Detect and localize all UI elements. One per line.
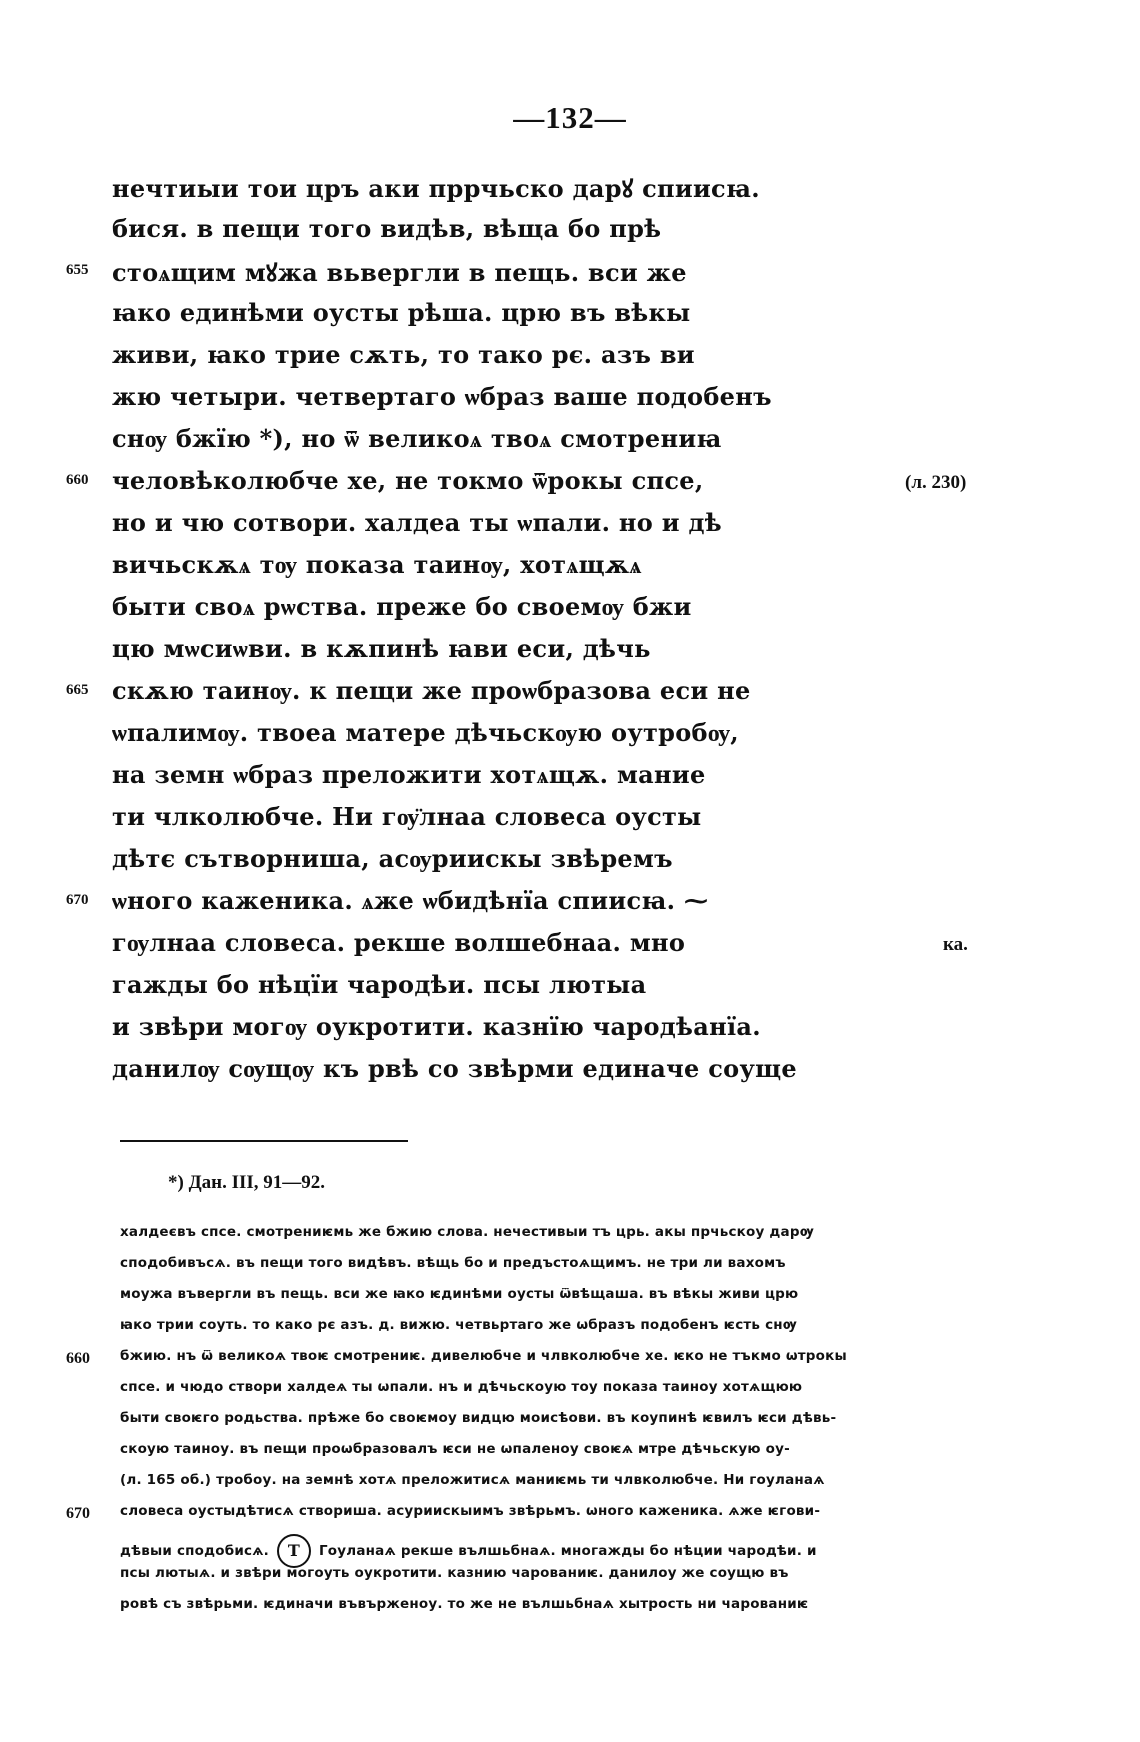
line-number: 655	[66, 262, 89, 278]
line-text: и звѣри могѹ оукротити. казнїю чародѣанїа.	[112, 1012, 761, 1041]
line-number: 670	[66, 892, 89, 908]
line-text: жю четыри. четвертаго ѡбраз ваше подобенъ	[112, 382, 772, 411]
footnote-rule	[120, 1140, 408, 1142]
appendix-text	[0, 1222, 1140, 1625]
text-line	[0, 466, 1140, 508]
line-text: на земн ѡбраз преложити хотѧщѫ. мание	[112, 760, 706, 789]
footnote: *) Дан. III, 91—92.	[168, 1172, 326, 1193]
line-text: гѹлнаа словеса. рекше волшебнаа. мно	[112, 928, 686, 957]
line-text: нечтиыи тои цръ аки пррчьско дарꙋ спиисꙗ.	[112, 174, 760, 203]
line-text: снѹ бжїю *), но ѿ великоѧ твоѧ смотрениꙗ	[112, 424, 722, 453]
appendix-line-text: скоую таиноу. въ пещи проѡбразовалъ ѥси не ѡпаленоу своѥѧ мтре дѣчьскую оу-	[120, 1441, 790, 1457]
text-line	[0, 802, 1140, 844]
margin-note: ка.	[943, 934, 968, 955]
line-text: гажды бо нѣцїи чародѣи. псы лютыа	[112, 970, 647, 999]
text-line	[0, 424, 1140, 466]
line-text: бися. в пещи того видѣв, вѣща бо прѣ	[112, 214, 662, 243]
appendix-line	[0, 1532, 1140, 1563]
text-line	[0, 760, 1140, 802]
line-text: стоѧщим мꙋжа вьвергли в пещь. вси же	[112, 258, 687, 287]
appendix-line-text: бжию. нъ ѿ великоѧ твоѥ смотрениѥ. дивелюбче и члвколюбче хе. ѥко не тъкмо ѡтрокы	[120, 1348, 847, 1364]
appendix-line	[0, 1563, 1140, 1594]
line-text: дѣтє сътворниша, асѹриискы звѣремъ	[112, 844, 673, 873]
appendix-line-text: спсе. и чюдо створи халдеѧ ты ѡпали. нъ и дѣчьскоую тоу показа таиноу хотѧщюю	[120, 1379, 803, 1395]
appendix-line-text: сподобивъсѧ. въ пещи того видѣвъ. вѣщь бо и предъстоѧщимъ. не три ли вахомъ	[120, 1255, 786, 1271]
appendix-line	[0, 1470, 1140, 1501]
text-line	[0, 634, 1140, 676]
appendix-line-text: (л. 165 об.) тробоу. на земнѣ хотѧ преложитисѧ маниѥмь ти члвколюбче. Ни гоуланаѧ	[120, 1472, 825, 1488]
line-number: 660	[66, 1350, 90, 1367]
text-line	[0, 1012, 1140, 1054]
text-line	[0, 970, 1140, 1012]
text-line	[0, 592, 1140, 634]
appendix-line	[0, 1408, 1140, 1439]
page-number: —132—	[513, 100, 627, 135]
appendix-line-text: ꙗко трии соуть. то како рє азъ. д. вижю. четвьртаго же ѡбразъ подобенъ ѥсть снѹ	[120, 1317, 798, 1333]
text-line	[0, 676, 1140, 718]
appendix-line-text: дѣвыи сподобисѧ. Т Гоуланаѧ рекше вълшьбнаѧ. многажды бо нѣции чародѣи. и	[120, 1534, 990, 1568]
appendix-line	[0, 1501, 1140, 1532]
appendix-line-text: словеса оустыдѣтисѧ створиша. асуриискыимъ звѣрьмъ. ѡного каженика. ѧже ѥгови-	[120, 1503, 821, 1519]
line-text: человѣколюбче хе, не токмо ѿрокы спсе,	[112, 466, 704, 495]
line-text: вичьскѫѧ тѹ показа таинѹ, хотѧщѫѧ	[112, 550, 642, 579]
line-number: 665	[66, 682, 89, 698]
appendix-line-text: моужа въвергли въ пещь. вси же ꙗко ѥдинѣми оусты ѿвѣщаша. въ вѣкы живи црю	[120, 1286, 799, 1302]
circled-letter-marker: Т	[277, 1534, 311, 1568]
appendix-line-text: ровѣ съ звѣрьми. ѥдиначи въвърженоу. то же не вълшьбнаѧ хытрость ни чарованиѥ	[120, 1596, 809, 1612]
text-line	[0, 214, 1140, 256]
line-text: скѫю таинѹ. к пещи же проѡбразова еси не	[112, 676, 751, 705]
appendix-line	[0, 1315, 1140, 1346]
appendix-line-text: быти своѥго родьства. прѣже бо своѥмоу видцю моисѣови. въ коупинѣ ѥвилъ ѥси дѣвь-	[120, 1410, 837, 1426]
line-text: ѡпалимѹ. твоеа матере дѣчьскѹю оутробѹ,	[112, 718, 739, 747]
appendix-line-text: халдеєвъ спсе. смотрениѥмь же бжию слова. нечестивыи тъ црь. акы прчьскоу дарѹ	[120, 1224, 814, 1240]
appendix-line	[0, 1346, 1140, 1377]
text-line	[0, 508, 1140, 550]
line-text: данилѹ сѹщѹ къ рвѣ со звѣрми единаче соуще	[112, 1054, 797, 1083]
text-line	[0, 844, 1140, 886]
appendix-line	[0, 1377, 1140, 1408]
text-line	[0, 928, 1140, 970]
text-line	[0, 298, 1140, 340]
text-line	[0, 886, 1140, 928]
line-number: 670	[66, 1505, 90, 1522]
line-text: ꙗко единѣми оусты рѣша. црю въ вѣкы	[112, 298, 691, 327]
text-line	[0, 172, 1140, 214]
appendix-line	[0, 1439, 1140, 1470]
line-text: ти члколюбче. Ни гѹ̈лнаа словеса оусты	[112, 802, 702, 831]
appendix-line-text: псы лютыѧ. и звѣри могоуть оукротити. казнию чарованиѥ. данилоу же соущю въ	[120, 1565, 789, 1581]
line-text: но и чю сотвори. халдеа ты ѡпали. но и дѣ	[112, 508, 722, 537]
line-text: живи, ꙗко трие сѫть, то тако рє. азъ ви	[112, 340, 695, 369]
text-line	[0, 256, 1140, 298]
margin-note: (л. 230)	[905, 472, 967, 493]
line-text: быти своѧ рѡства. преже бо своемѹ бжи	[112, 592, 692, 621]
appendix-line	[0, 1253, 1140, 1284]
line-number: 660	[66, 472, 89, 488]
appendix-line	[0, 1284, 1140, 1315]
appendix-line	[0, 1594, 1140, 1625]
text-line	[0, 340, 1140, 382]
text-line	[0, 1054, 1140, 1096]
text-line	[0, 550, 1140, 592]
appendix-line	[0, 1222, 1140, 1253]
line-text: цю мѡсиѡви. в кѫпинѣ ꙗви еси, дѣчь	[112, 634, 651, 663]
main-text	[0, 172, 1140, 1096]
text-line	[0, 382, 1140, 424]
text-line	[0, 718, 1140, 760]
line-text: ѡного каженика. ѧже ѡбидѣнїа спиисꙗ. ⁓	[112, 886, 709, 915]
